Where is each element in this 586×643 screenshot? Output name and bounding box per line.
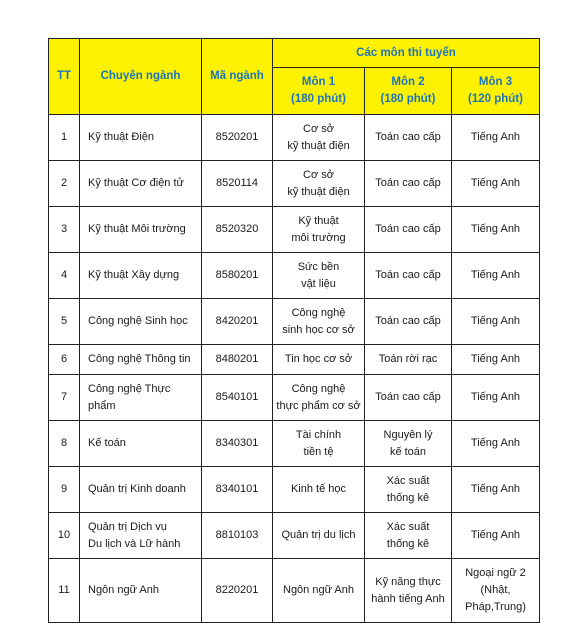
- subject-1: Kinh tế học: [273, 467, 365, 513]
- subject-3: Tiếng Anh: [452, 467, 540, 513]
- table-row: [49, 207, 540, 253]
- exam-subjects-table: [48, 38, 540, 623]
- major-name: Quản trị Dịch vụ Du lịch và Lữ hành: [80, 513, 202, 559]
- row-number: 3: [49, 207, 80, 253]
- subject-2: Toán cao cấp: [365, 299, 452, 345]
- table-row: [49, 375, 540, 421]
- subject-1: Công nghệ thực phẩm cơ sở: [273, 375, 365, 421]
- major-name: Kỹ thuật Điện: [80, 115, 202, 161]
- subject-3: Tiếng Anh: [452, 207, 540, 253]
- major-name: Công nghệ Thực phẩm: [80, 375, 202, 421]
- subject-2: Toán cao cấp: [365, 375, 452, 421]
- row-number: 5: [49, 299, 80, 345]
- major-name: Ngôn ngữ Anh: [80, 559, 202, 623]
- table-row: [49, 421, 540, 467]
- row-number: 2: [49, 161, 80, 207]
- table-row: [49, 345, 540, 375]
- major-code: 8520114: [202, 161, 273, 207]
- subject-2: Toán cao cấp: [365, 161, 452, 207]
- subject-2: Xác suất thống kê: [365, 467, 452, 513]
- subject-1: Kỹ thuật môi trường: [273, 207, 365, 253]
- subject-3: Tiếng Anh: [452, 345, 540, 375]
- subject-1: Quản trị du lịch: [273, 513, 365, 559]
- table-row: [49, 253, 540, 299]
- subject-2: Xác suất thống kê: [365, 513, 452, 559]
- major-code: 8480201: [202, 345, 273, 375]
- row-number: 1: [49, 115, 80, 161]
- major-name: Kế toán: [80, 421, 202, 467]
- table-row: [49, 513, 540, 559]
- subject-2-name: Môn 2: [391, 76, 425, 88]
- subject-3: Ngoại ngữ 2 (Nhật, Pháp,Trung): [452, 559, 540, 623]
- major-name: Kỹ thuật Xây dựng: [80, 253, 202, 299]
- table-row: [49, 467, 540, 513]
- subject-3: Tiếng Anh: [452, 115, 540, 161]
- row-number: 11: [49, 559, 80, 623]
- major-code: 8520320: [202, 207, 273, 253]
- row-number: 8: [49, 421, 80, 467]
- header-subject-2: [365, 68, 452, 115]
- header-code: Mã ngành: [202, 39, 273, 115]
- major-name: Kỹ thuật Cơ điện tử: [80, 161, 202, 207]
- subject-2: Nguyên lý kế toán: [365, 421, 452, 467]
- major-name: Quản trị Kinh doanh: [80, 467, 202, 513]
- subject-1: Sức bền vật liệu: [273, 253, 365, 299]
- subject-3: Tiếng Anh: [452, 375, 540, 421]
- major-name: Kỹ thuật Môi trường: [80, 207, 202, 253]
- subject-2: Kỹ năng thực hành tiếng Anh: [365, 559, 452, 623]
- header-subject-1: [273, 68, 365, 115]
- table-row: [49, 161, 540, 207]
- major-code: 8540101: [202, 375, 273, 421]
- subject-3-duration: (120 phút): [468, 93, 523, 105]
- subject-1: Tin học cơ sở: [273, 345, 365, 375]
- subject-1: Tài chính tiền tệ: [273, 421, 365, 467]
- subject-2-duration: (180 phút): [380, 93, 436, 105]
- major-name: Công nghệ Sinh học: [80, 299, 202, 345]
- table-row: [49, 559, 540, 623]
- subject-1-duration: (180 phút): [291, 93, 346, 105]
- subject-3: Tiếng Anh: [452, 421, 540, 467]
- subject-3: Tiếng Anh: [452, 513, 540, 559]
- header-subject-3: [452, 68, 540, 115]
- subject-1: Cơ sở kỹ thuật điện: [273, 161, 365, 207]
- row-number: 10: [49, 513, 80, 559]
- subject-2: Toán rời rạc: [365, 345, 452, 375]
- table-row: [49, 115, 540, 161]
- subject-2: Toán cao cấp: [365, 253, 452, 299]
- major-code: 8810103: [202, 513, 273, 559]
- major-code: 8220201: [202, 559, 273, 623]
- row-number: 9: [49, 467, 80, 513]
- row-number: 6: [49, 345, 80, 375]
- header-exam-subjects: Các môn thi tuyển: [273, 39, 540, 68]
- row-number: 4: [49, 253, 80, 299]
- major-code: 8520201: [202, 115, 273, 161]
- major-code: 8580201: [202, 253, 273, 299]
- subject-2: Toán cao cấp: [365, 207, 452, 253]
- header-major: Chuyên ngành: [80, 39, 202, 115]
- header-tt: TT: [49, 39, 80, 115]
- subject-1: Công nghệ sinh học cơ sở: [273, 299, 365, 345]
- subject-3: Tiếng Anh: [452, 299, 540, 345]
- subject-1: Ngôn ngữ Anh: [273, 559, 365, 623]
- subject-1-name: Môn 1: [301, 76, 336, 88]
- major-name: Công nghệ Thông tin: [80, 345, 202, 375]
- subject-3: Tiếng Anh: [452, 253, 540, 299]
- row-number: 7: [49, 375, 80, 421]
- major-code: 8340101: [202, 467, 273, 513]
- major-code: 8420201: [202, 299, 273, 345]
- subject-3-name: Môn 3: [478, 76, 513, 88]
- table-row: [49, 299, 540, 345]
- subject-1: Cơ sở kỹ thuật điện: [273, 115, 365, 161]
- major-code: 8340301: [202, 421, 273, 467]
- subject-3: Tiếng Anh: [452, 161, 540, 207]
- subject-2: Toán cao cấp: [365, 115, 452, 161]
